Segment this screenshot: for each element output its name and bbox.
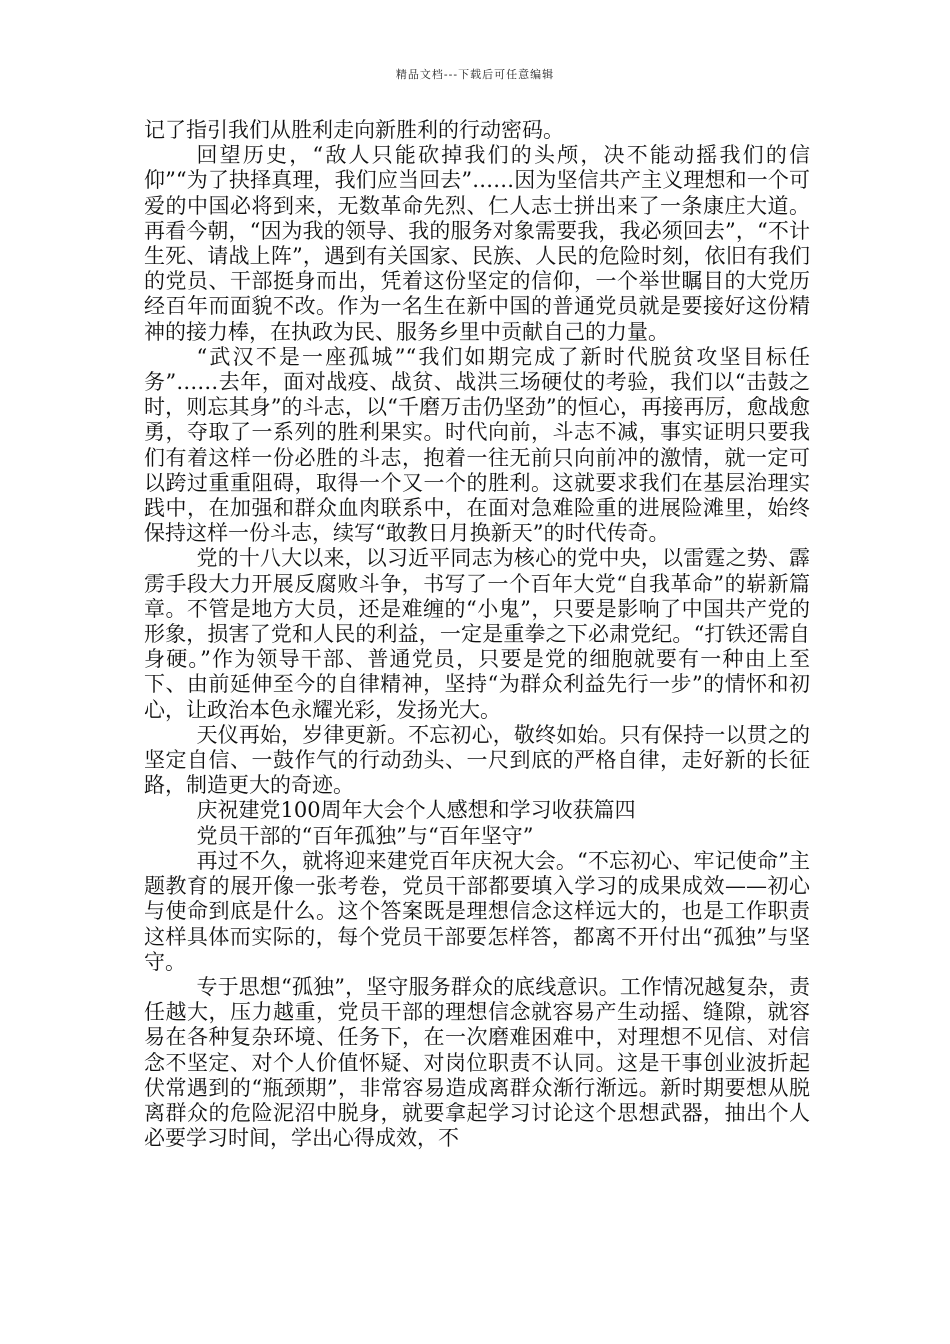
page-header: 精品文档---下载后可任意编辑 [395, 68, 555, 81]
paragraph-history: 回望历史，“敌人只能砍掉我们的头颅，决不能动摇我们的信仰”“为了抉择真理，我们应当回去”……因为坚信共产主义理想和一个可爱的中国必将到来，无数革命先烈、仁人志士拼出来了一条康庄大道。再看今朝，“因为我的领导、我的服务对象需要我，我必须回去”，“不计生死、请战上阵”，遇到有关国家、民族、人民的危险时刻，依旧有我们的党员、干部挺身而出，凭着这份坚定的信仰，一个举世瞩目的大党历经百年而面貌不改。作为一名生在新中国的普通党员就是要接好这份精神的接力棒，在执政为民、服务乡里中贡献自己的力量。 [144, 143, 810, 344]
paragraph-celebration: 再过不久，就将迎来建党百年庆祝大会。“不忘初心、牢记使命”主题教育的展开像一张考卷，党员干部都要填入学习的成果成效——初心与使命到底是什么。这个答案既是理想信念这样远大的，也是工作职责这样具体而实际的，每个党员干部要怎样答，都离不开付出“孤独”与坚守。 [144, 848, 810, 974]
paragraph-thought: 专于思想“孤独”，坚守服务群众的底线意识。工作情况越复杂，责任越大，压力越重，党员干部的理想信念就容易产生动摇、缝隙，就容易在各种复杂环境、任务下，在一次磨难困难中，对理想不见信、对信念不坚定、对个人价值怀疑、对岗位职责不认同。这是干事创业波折起伏常遇到的“瓶颈期”，非常容易造成离群众渐行渐远。新时期要想从脱离群众的危险泥沼中脱身，就要拿起学习讨论这个思想武器，抽出个人必要学习时间，学出心得成效，不 [144, 974, 810, 1151]
paragraph-anticorruption: 党的十八大以来，以习近平同志为核心的党中央，以雷霆之势、霹雳手段大力开展反腐败斗争，书写了一个百年大党“自我革命”的崭新篇章。不管是地方大员，还是难缠的“小鬼”，只要是影响了中国共产党的形象，损害了党和人民的利益，一定是重拳之下必肃党纪。“打铁还需自身硬。”作为领导干部、普通党员，只要是党的细胞就要有一种由上至下、由前延伸至今的自律精神，坚持“为群众利益先行一步”的情怀和初心，让政治本色永耀光彩，发扬光大。 [144, 546, 810, 722]
paragraph-wuhan: “武汉不是一座孤城”“我们如期完成了新时代脱贫攻坚目标任务”……去年，面对战疫、战贫、战洪三场硬仗的考验，我们以“击鼓之时，则忘其身”的斗志，以“千磨万击仍坚劲”的恒心，再接再厉，愈战愈勇，夺取了一系列的胜利果实。时代向前，斗志不减，事实证明只要我们有着这样一份必胜的斗志，抱着一往无前只向前冲的激情，就一定可以跨过重重阻碍，取得一个又一个的胜利。这就要求我们在基层治理实践中，在加强和群众血肉联系中，在面对急难险重的进展险滩里，始终保持这样一份斗志，续写“敢教日月换新天”的时代传奇。 [144, 344, 810, 546]
paragraph-continuation: 记了指引我们从胜利走向新胜利的行动密码。 [144, 118, 564, 142]
document-body [144, 118, 810, 1151]
article-title: 党员干部的“百年孤独”与“百年坚守” [196, 823, 534, 848]
section-title: 庆祝建党100周年大会个人感想和学习收获篇四 [196, 798, 636, 823]
paragraph-new-year: 天仪再始，岁律更新。不忘初心，敬终如始。只有保持一以贯之的坚定自信、一鼓作气的行动劲头、一尺到底的严格自律，走好新的长征路，制造更大的奇迹。 [144, 722, 810, 798]
